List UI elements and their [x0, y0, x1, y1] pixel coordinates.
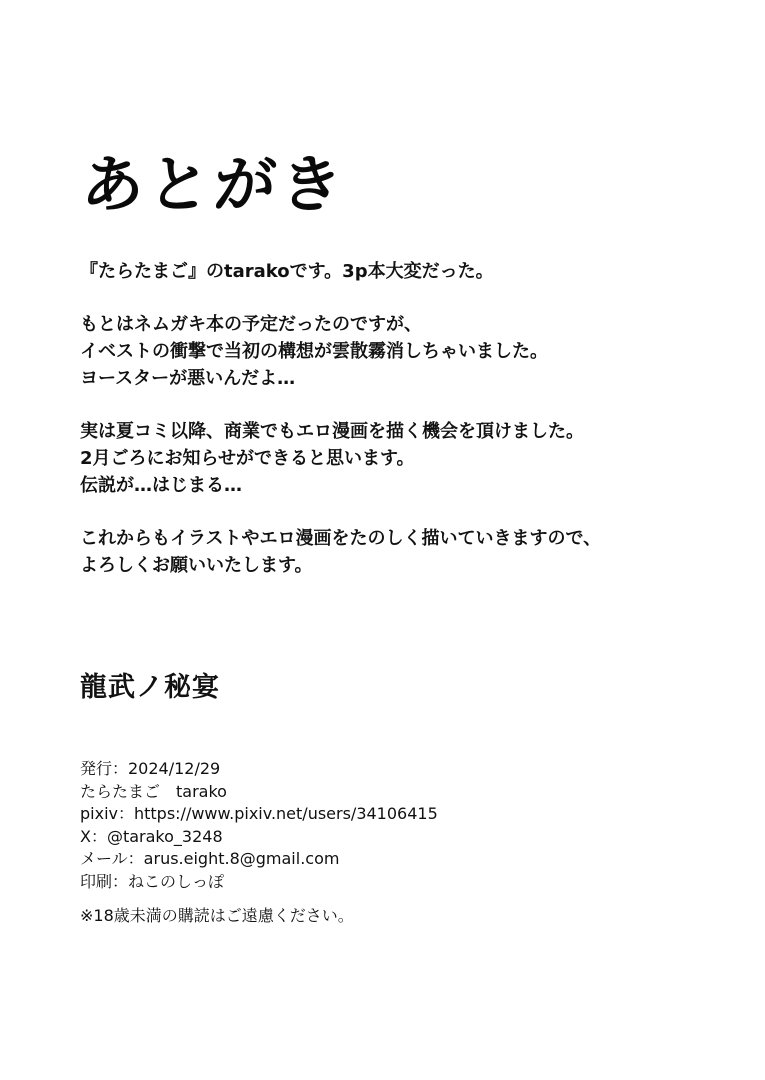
- afterword-body: [80, 258, 720, 605]
- pixiv-link: pixiv：https://www.pixiv.net/users/34106415: [80, 804, 438, 824]
- x-account: X：@tarako_3248: [80, 826, 223, 846]
- afterword-heading: あとがき: [79, 148, 349, 221]
- body-line: ヨースターが悪いんだよ…: [80, 368, 296, 389]
- circle-name: たらたまご tarako: [80, 781, 227, 801]
- body-line: もとはネムガキ本の予定だったのですが、: [80, 314, 422, 335]
- paragraph-4: [80, 525, 720, 579]
- body-line: よろしくお願いいたします。: [80, 555, 313, 576]
- printer-name: 印刷：ねこのしっぽ: [80, 871, 225, 891]
- body-line: 実は夏コミ以降、商業でもエロ漫画を描く機会を頂けました。: [80, 421, 584, 442]
- paragraph-1: [80, 258, 720, 285]
- age-notice: ※18歳未満の購読はご遠慮ください。: [80, 906, 354, 925]
- publish-date: 発行：2024/12/29: [80, 759, 221, 778]
- body-line: 『たらたまご』のtarakoです。3p本大変だった。: [80, 261, 494, 282]
- book-title: 龍武ノ秘宴: [80, 672, 220, 703]
- email-address: メール：arus.eight.8@gmail.com: [80, 849, 340, 869]
- body-line: イベストの衝撃で当初の構想が雲散霧消しちゃいました。: [80, 341, 548, 362]
- body-line: 2月ごろにお知らせができると思います。: [80, 448, 415, 469]
- body-line: 伝説が…はじまる…: [80, 475, 242, 496]
- paragraph-3: [80, 418, 720, 499]
- body-line: これからもイラストやエロ漫画をたのしく描いていきますので、: [80, 528, 602, 549]
- paragraph-2: [80, 311, 720, 392]
- colophon: [80, 758, 680, 894]
